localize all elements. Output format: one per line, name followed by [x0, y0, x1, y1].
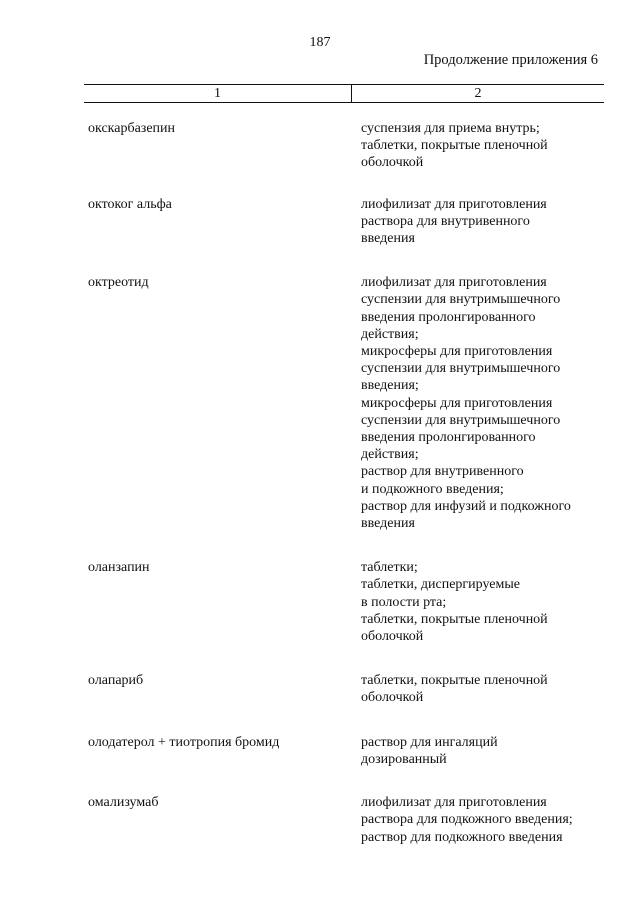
page-number: 187 [309, 35, 331, 50]
dosage-form-line: таблетки; [361, 560, 418, 576]
dosage-form-line: дозированный [361, 751, 447, 767]
dosage-form-line: действия; [361, 447, 419, 463]
table-header [84, 84, 604, 103]
appendix-continuation-label: Продолжение приложения 6 [423, 52, 598, 68]
dosage-form-line: и подкожного введения; [361, 481, 504, 497]
dosage-form-line: введения [361, 516, 415, 532]
drug-name: оланзапин [88, 560, 150, 576]
dosage-form-line: лиофилизат для приготовления [361, 196, 547, 212]
dosage-form-line: таблетки, диспергируемые [361, 577, 520, 593]
dosage-form-line: суспензии для внутримышечного [361, 292, 561, 308]
dosage-form-line: микросферы для приготовления [361, 395, 553, 411]
dosage-form-line: лиофилизат для приготовления [361, 795, 547, 811]
dosage-form-line: лиофилизат для приготовления [361, 275, 547, 291]
dosage-form-line: раствора для подкожного введения; [361, 812, 573, 828]
table-row [0, 734, 640, 768]
dosage-forms [361, 120, 611, 172]
dosage-form-line: таблетки, покрытые пленочной [361, 138, 548, 154]
dosage-form-line: оболочкой [361, 629, 424, 645]
dosage-form-line: раствор для внутривенного [361, 464, 524, 480]
dosage-form-line: введения пролонгированного [361, 309, 536, 325]
dosage-forms [361, 559, 611, 645]
table-row [0, 274, 640, 532]
dosage-form-line: введения пролонгированного [361, 430, 536, 446]
table-row [0, 672, 640, 706]
drug-name: олодатерол + тиотропия бромид [88, 734, 280, 750]
dosage-forms [361, 734, 611, 768]
dosage-form-line: раствор для инфузий и подкожного [361, 498, 571, 514]
dosage-forms [361, 196, 611, 248]
dosage-form-line: суспензия для приема внутрь; [361, 121, 540, 136]
drug-name: олапариб [88, 673, 144, 689]
table-row [0, 196, 640, 248]
table-row [0, 120, 640, 172]
dosage-form-line: действия; [361, 326, 419, 342]
dosage-form-line: суспензии для внутримышечного [361, 361, 561, 377]
dosage-forms [361, 274, 611, 532]
drug-name: октреотид [88, 275, 149, 291]
table-row [0, 559, 640, 645]
table-body [0, 120, 640, 846]
dosage-forms [361, 794, 611, 846]
dosage-form-line: оболочкой [361, 155, 424, 171]
dosage-form-line: в полости рта; [361, 594, 447, 610]
dosage-form-line: введения [361, 231, 415, 247]
dosage-form-line: таблетки, покрытые пленочной [361, 673, 548, 689]
dosage-forms [361, 672, 611, 706]
column-header-1: 1 [214, 86, 221, 101]
dosage-form-line: раствора для внутривенного [361, 213, 530, 229]
drug-name: октоког альфа [88, 196, 172, 212]
column-header-2: 2 [474, 86, 482, 101]
drug-name: окскарбазепин [88, 121, 176, 136]
dosage-form-line: введения; [361, 378, 419, 394]
table-row [0, 794, 640, 846]
dosage-form-line: оболочкой [361, 690, 424, 706]
dosage-form-line: раствор для подкожного введения [361, 829, 563, 845]
dosage-form-line: микросферы для приготовления [361, 344, 553, 360]
dosage-form-line: таблетки, покрытые пленочной [361, 611, 548, 627]
drug-name: омализумаб [88, 795, 159, 811]
dosage-form-line: раствор для ингаляций [361, 734, 498, 750]
dosage-form-line: суспензии для внутримышечного [361, 412, 561, 428]
